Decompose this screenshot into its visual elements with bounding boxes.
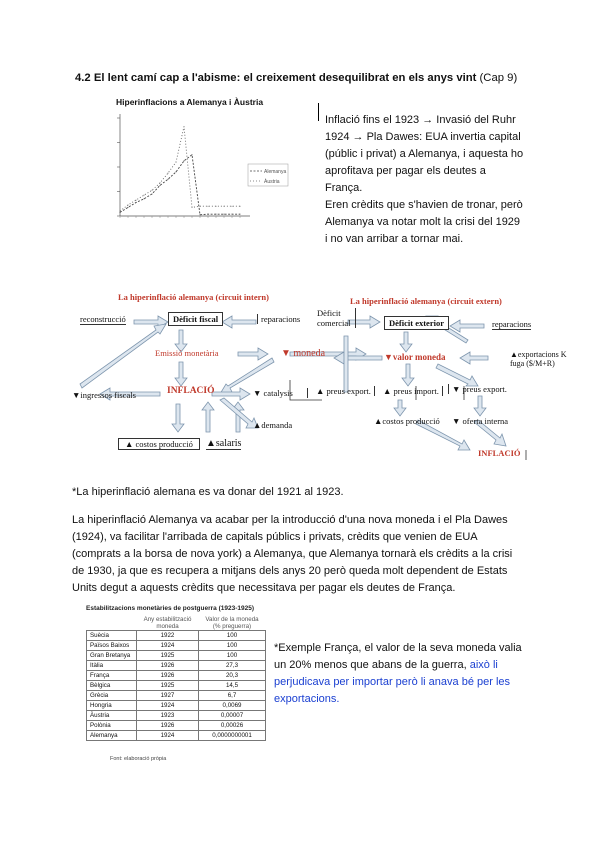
legend-label: Àustria — [264, 179, 280, 185]
example-line-1: *Exemple França, el valor de la seva moneda valia — [274, 642, 522, 654]
data-point — [200, 214, 201, 215]
intro-line: (públic i privat) a Alemanya, i aquesta ho — [325, 148, 524, 160]
data-point — [232, 214, 233, 215]
label-reparacions-2: reparacions — [492, 319, 532, 329]
table-cell-country: Bèlgica — [87, 681, 137, 691]
table-row — [87, 681, 266, 691]
intro-line: Eren crèdits que s'havien de tronar, però — [325, 199, 523, 211]
table-row — [87, 631, 266, 641]
label-inflacio-2: INFLACIÓ — [478, 448, 521, 458]
arrow-deficit-valor — [400, 332, 412, 352]
example-line-2 — [274, 657, 574, 674]
period-note: *La hiperinflació alemana es va donar del 1921 al 1923. — [72, 486, 344, 498]
table-cell-value: 100 — [199, 641, 266, 651]
label-reconstruccio: reconstrucció — [80, 314, 126, 324]
intro-text — [325, 112, 540, 248]
paragraph-line: (comprats a la borsa de nova york) a Alemanya, que Alemanya tornarà els crèdits a la crisi — [72, 548, 513, 560]
table-cell-country: Gran Bretanya — [87, 651, 137, 661]
table-cell-year: 1926 — [137, 671, 199, 681]
data-point — [192, 154, 193, 155]
table-cell-year: 1926 — [137, 661, 199, 671]
data-point — [216, 206, 217, 207]
label-preus-import: ▲ preus import. — [383, 386, 443, 396]
table-row — [87, 691, 266, 701]
table-row — [87, 641, 266, 651]
table-cell-value: 0,00026 — [199, 721, 266, 731]
arrow-salaris-inflacio-1 — [202, 402, 214, 432]
label-exportacions-k-line-1: ▲exportacions K — [510, 350, 567, 359]
intro-line: aprofitava per pagar els deutes a — [325, 165, 486, 177]
table-row — [87, 711, 266, 721]
table-cell-country: Suècia — [87, 631, 137, 641]
table-cell-country: Hongria — [87, 701, 137, 711]
table-cell-value: 14,5 — [199, 681, 266, 691]
label-exportacions-k-line-2: fuga ($/M+R) — [510, 359, 555, 368]
table-cell-country: Àustria — [87, 711, 137, 721]
label-valor-moneda: ▼valor moneda — [384, 352, 446, 362]
data-point — [184, 160, 185, 161]
data-point — [240, 214, 241, 215]
paragraph-line: Units degut a aquests crèdits que necessitava per pagar els deutes de França. — [72, 582, 456, 594]
label-deficit-comercial-line-1: Dèficit — [317, 308, 341, 318]
stabilization-table — [86, 616, 266, 741]
table-col-year: Any estabilització moneda — [143, 616, 192, 630]
label-preus-export-2: ▼ preus export. — [448, 384, 507, 394]
arrow-valor-preus-export — [436, 364, 478, 386]
example-line-2-b: això li — [469, 659, 498, 671]
table-cell-year: 1926 — [137, 721, 199, 731]
diagram-external-title: La hiperinflació alemanya (circuit extern) — [350, 296, 502, 306]
data-point — [192, 207, 193, 208]
diagram-internal-title: La hiperinflació alemanya (circuit intern) — [118, 292, 269, 302]
arrow-preus-costos — [394, 400, 406, 416]
label-salaris: ▲salaris — [206, 438, 242, 449]
label-costos-produccio: ▲costos producció — [374, 416, 440, 426]
table-cell-country: Països Baixos — [87, 641, 137, 651]
label-reparacions-1: reparacions — [257, 314, 300, 324]
table-cell-country: Grècia — [87, 691, 137, 701]
label-ingressos: ▼ingressos fiscals — [72, 390, 136, 400]
paragraph-line: La hiperinflació Alemanya va acabar per la introducció d'una nova moneda i el Pla Dawes — [72, 514, 508, 526]
data-point — [160, 182, 161, 183]
text-cursor — [318, 103, 319, 121]
table-cell-year: 1925 — [137, 681, 199, 691]
table-cell-year: 1923 — [137, 711, 199, 721]
arrow-valor-preus-import — [402, 364, 414, 386]
table-cell-country: Polònia — [87, 721, 137, 731]
table-row — [87, 731, 266, 741]
data-point — [176, 171, 177, 172]
label-costos: ▲ costos producció — [118, 438, 200, 450]
data-point — [136, 200, 137, 201]
arrow-reparacions-2 — [450, 320, 484, 332]
table-cell-value: 0,0069 — [199, 701, 266, 711]
data-point — [200, 206, 201, 207]
paragraph-line: de 1930, ja que es recupera a mitjans dels anys 20 però queda molt dependent de Estats — [72, 565, 508, 577]
label-moneda: ▼ moneda — [281, 348, 326, 359]
arrow-export-k-left — [460, 352, 488, 364]
dawes-paragraph — [72, 512, 542, 597]
table-cell-year: 1924 — [137, 641, 199, 651]
table-source: Font: elaboració pròpia — [110, 756, 167, 762]
section-number: 4.2 — [75, 72, 91, 84]
table-cell-year: 1924 — [137, 701, 199, 711]
data-point — [144, 195, 145, 196]
data-point — [240, 206, 241, 207]
table-row — [87, 671, 266, 681]
label-exportacions-k — [510, 350, 567, 368]
data-point — [152, 193, 153, 194]
label-oferta-interna: ▼ oferta interna — [452, 416, 509, 426]
arrow-ingressos-deficit — [80, 324, 166, 388]
data-point — [232, 206, 233, 207]
label-deficit-comercial — [317, 308, 356, 328]
label-inflacio-1: INFLACIÓ — [167, 386, 215, 396]
label-catalysis: ▼ catalysis — [253, 388, 308, 398]
table-title: Estabilitzacions monetàries de postguerra (1923-1925) — [86, 605, 254, 612]
table-cell-country: Itàlia — [87, 661, 137, 671]
data-point — [184, 126, 185, 127]
table-cell-value: 100 — [199, 651, 266, 661]
data-point — [216, 214, 217, 215]
paragraph-line: (1924), va facilitar l'arribada de capitals públics i privats, crèdits que venien de EUA — [72, 531, 478, 543]
table-cell-year: 1927 — [137, 691, 199, 701]
data-point — [128, 204, 129, 205]
intro-line: 1924 → Pla Dawes: EUA invertia capital — [325, 131, 521, 143]
arrow-emissio-inflacio — [175, 362, 187, 386]
arrow-preus-oferta — [474, 396, 486, 416]
table-cell-year: 1924 — [137, 731, 199, 741]
arrow-inflacio-costos — [172, 404, 184, 432]
legend-label: Alemanya — [264, 169, 287, 175]
table-row — [87, 651, 266, 661]
table-col-value: Valor de la moneda (% preguerra) — [205, 616, 259, 630]
table-cell-year: 1922 — [137, 631, 199, 641]
data-point — [136, 202, 137, 203]
table-cell-country: Alemanya — [87, 731, 137, 741]
data-point — [168, 179, 169, 180]
chart-title: Hiperinflacions a Alemanya i Àustria — [116, 97, 264, 107]
section-title: El lent camí cap a l'abisme: el creixement desequilibrat en els anys vint — [93, 72, 477, 84]
table-row — [87, 661, 266, 671]
data-point — [224, 206, 225, 207]
arrow-cross-vertical — [344, 336, 348, 392]
data-point — [128, 207, 129, 208]
example-line-4: exportacions. — [274, 693, 340, 705]
label-preus-export-1: ▲ preus export. — [316, 386, 375, 396]
example-line-2-a: un 20% menos que abans de la guerra, — [274, 659, 470, 671]
table-cell-year: 1925 — [137, 651, 199, 661]
data-point — [168, 173, 169, 174]
example-note — [274, 640, 574, 708]
table-row — [87, 701, 266, 711]
arrow-reparacions-1 — [222, 316, 256, 328]
table-cell-country: França — [87, 671, 137, 681]
intro-line: Inflació fins el 1923 → Invasió del Ruhr — [325, 114, 516, 126]
data-point — [152, 190, 153, 191]
example-line-3: perjudicava per importar però li anava bé per les — [274, 676, 511, 688]
label-deficit-comercial-line-2: comercial — [317, 318, 351, 328]
table-cell-value: 20,3 — [199, 671, 266, 681]
label-deficit-fiscal: Dèficit fiscal — [168, 312, 223, 326]
table-row — [87, 721, 266, 731]
table-cell-value: 6,7 — [199, 691, 266, 701]
intro-line: França. — [325, 182, 363, 194]
hyperinflation-chart — [90, 108, 290, 240]
data-point — [160, 185, 161, 186]
arrow-emissio-moneda — [238, 348, 268, 360]
chapter-ref: (Cap 9) — [479, 72, 518, 84]
data-point — [208, 206, 209, 207]
intro-line: Alemanya va notar molt la crisi del 1929 — [325, 216, 521, 228]
section-heading — [75, 72, 517, 84]
data-point — [208, 214, 209, 215]
data-point — [176, 162, 177, 163]
data-point — [224, 214, 225, 215]
intro-line: i no van arribar a tornar mai. — [325, 233, 464, 245]
table-cell-value: 100 — [199, 631, 266, 641]
label-deficit-exterior: Dèficit exterior — [384, 316, 449, 330]
label-demanda: ▲demanda — [253, 420, 293, 430]
table-cell-value: 27,3 — [199, 661, 266, 671]
data-point — [120, 212, 121, 213]
data-point — [144, 198, 145, 199]
label-emissio: Emissió monetària — [155, 348, 219, 358]
table-cell-value: 0,0000000001 — [199, 731, 266, 741]
data-point — [120, 211, 121, 212]
table-cell-value: 0,00007 — [199, 711, 266, 721]
